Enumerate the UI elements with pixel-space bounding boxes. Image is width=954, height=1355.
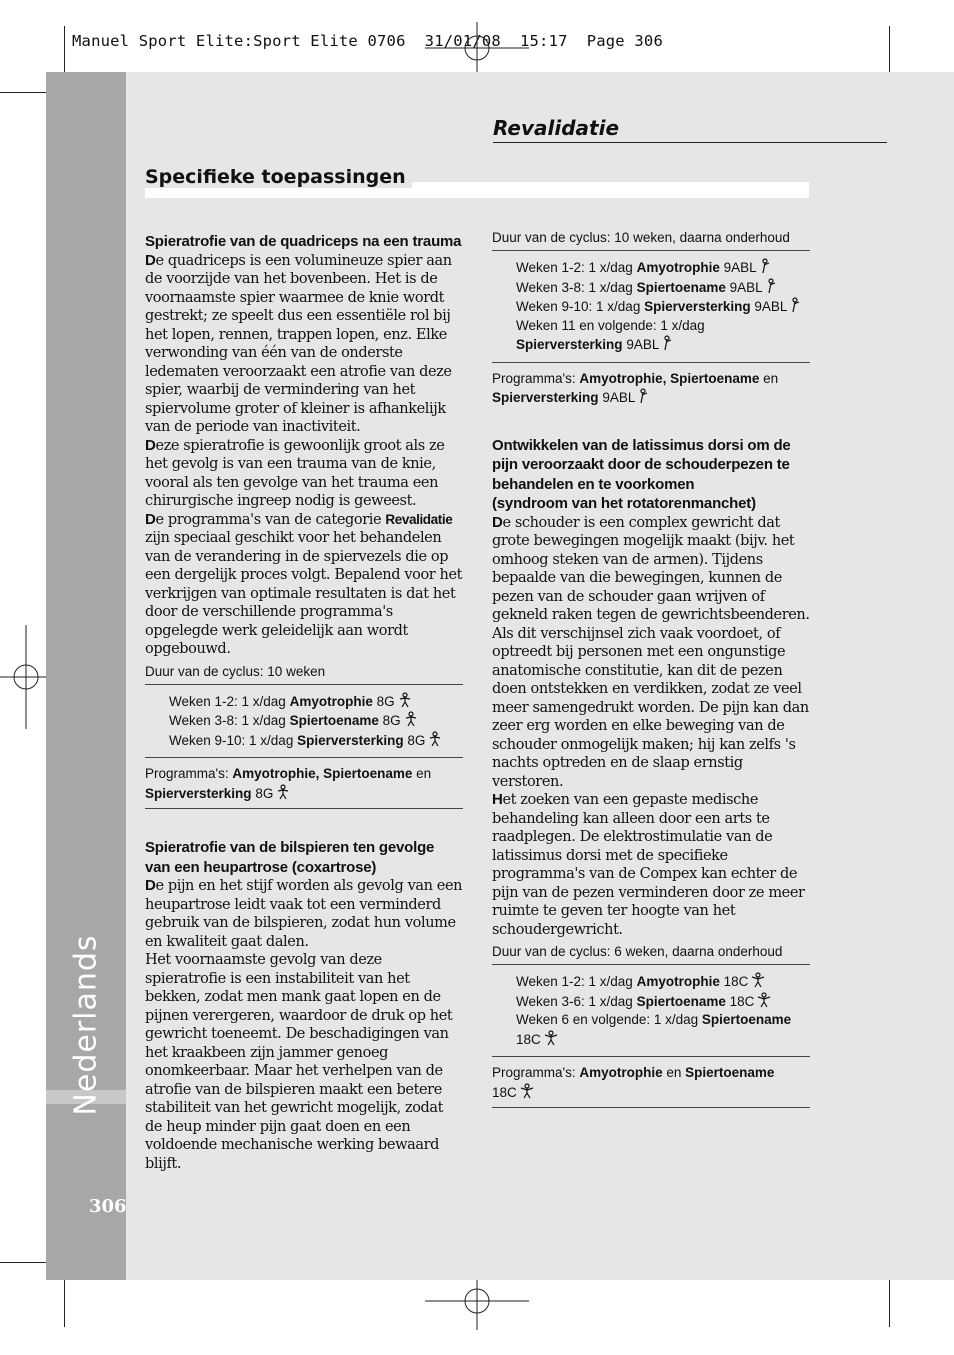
table-rule	[492, 1107, 810, 1108]
week-row: Weken 9-10: 1 x/dag Spierversterking 8G	[169, 731, 463, 751]
electrode-placement-icon	[397, 692, 413, 708]
week-row: Weken 1-2: 1 x/dag Amyotrophie 18C	[516, 972, 810, 992]
table-rule	[145, 684, 463, 685]
crop-mark	[64, 1275, 65, 1327]
crop-mark	[889, 1275, 890, 1327]
section-rule	[493, 142, 887, 143]
cycle-duration: Duur van de cyclus: 10 weken	[145, 663, 326, 679]
article-title: Spieratrofie van de bilspieren ten gevolge van een heupartrose (coxartrose)	[145, 839, 435, 876]
crop-mark	[889, 26, 890, 78]
paragraph: Het zoeken van een gepaste medische behandeling kan alleen door een arts te raadplegen. De elektrostimulatie van de latissimus dorsi met de specifieke programma's van de Compex kan echter de pijn van de pezen verminderen door ze meer ruimte te geven ter hoogte van het schoudergewricht.	[492, 791, 805, 938]
week-row: Weken 1-2: 1 x/dag Amyotrophie 9ABL	[516, 258, 810, 278]
electrode-placement-icon	[789, 297, 801, 313]
crop-mark	[64, 26, 65, 78]
article-title: Ontwikkelen van de latissimus dorsi om de pijn veroorzaakt door de schouderpezen te behandelen en te voorkomen	[492, 436, 791, 493]
registration-mark-bottom	[425, 1275, 529, 1330]
week-schedule	[145, 688, 463, 755]
article-title: Spieratrofie van de quadriceps na een trauma	[145, 233, 462, 250]
week-row: Weken 3-8: 1 x/dag Spiertoename 9ABL	[516, 278, 810, 298]
paragraph: De quadriceps is een volumineuze spier aan de voorzijde van het bovenbeen. Het is de voornaamste spier waarmee de knie wordt gestrekt; ze speelt dus een essentiële rol bij het lopen, rennen, trappen lopen, enz. Elke verwonding van één van de onderste ledematen veroorzaakt een atrofie van deze spier, waarbij de vermindering van het spiervolume groter of kleiner is afhankelijk van de periode van inactiviteit.	[145, 251, 452, 435]
paragraph: De schouder is een complex gewricht dat grote bewegingen mogelijk maakt (bijv. het omhoog steken van de armen). Tijdens bepaalde van die bewegingen, kunnen de pezen van de schouder gaan wrijven of gekneld raken tegen de gewrichtsbeenderen. Als dit verschijnsel zich vaak voordoet, of optreedt bij personen met een ongunstige anatomische constitutie, kan dit de pezen doen ontstekken en verdikken, zodat ze veel meer samengedrukt worden. De pijn kan dan zeer erg worden en elke beweging van de schouder onmogelijk maken; hij kan zelfs 's nachts optreden en de slaap ernstig verstoren.	[492, 513, 810, 790]
week-schedule	[492, 968, 810, 1053]
program-summary: Programma's: Amyotrophie, Spiertoename en Spierversterking 9ABL	[492, 370, 779, 405]
registration-mark-left	[0, 625, 52, 729]
table-rule	[492, 964, 810, 965]
week-row: Weken 3-6: 1 x/dag Spiertoename 18C	[516, 992, 810, 1012]
page-number: 306	[89, 1196, 127, 1217]
right-column	[492, 229, 810, 1111]
paragraph: De pijn en het stijf worden als gevolg van een heupartrose leidt vaak tot een verminderd gebruik van de bilspieren, zodat hun volume en kwaliteit gaat dalen.	[145, 877, 463, 950]
week-row: Weken 3-8: 1 x/dag Spiertoename 8G	[169, 711, 463, 731]
cycle-duration: Duur van de cyclus: 10 weken, daarna onderhoud	[492, 230, 790, 245]
paragraph: Deze spieratrofie is gewoonlijk groot als ze het gevolg is van een trauma van de knie, vooral als ten gevolge van het trauma een chirurgische ingreep nodig is geweest.	[145, 436, 445, 509]
electrode-placement-icon	[759, 258, 771, 274]
electrode-placement-icon	[543, 1030, 559, 1046]
week-row: Weken 6 en volgende: 1 x/dag Spiertoename 18C	[516, 1012, 792, 1047]
left-column	[145, 232, 463, 1173]
print-slug: Manuel Sport Elite:Sport Elite 0706 31/01/08 15:17 Page 306	[72, 32, 663, 50]
program-summary: Programma's: Amyotrophie en Spiertoename 18C	[492, 1065, 775, 1100]
language-label: Nederlands	[68, 934, 104, 1116]
article-subtitle: (syndroom van het rotatorenmanchet)	[492, 495, 756, 512]
week-row: Weken 1-2: 1 x/dag Amyotrophie 8G	[169, 692, 463, 712]
week-row: Weken 11 en volgende: 1 x/dag Spierversterking 9ABL	[516, 317, 705, 352]
electrode-placement-icon	[756, 992, 772, 1008]
electrode-placement-icon	[661, 335, 673, 351]
crop-mark	[0, 1262, 52, 1263]
paragraph: De programma's van de categorie Revalidatie zijn speciaal geschikt voor het behandelen van de verandering in de spiervezels die op een dergelijk proces volgt. Bepalend voor het verkrijgen van optimale resultaten is dat het door de verschillende programma's opgelegde werk geleidelijk aan wordt opgebouwd.	[145, 510, 463, 657]
table-rule	[145, 808, 463, 809]
electrode-placement-icon	[519, 1083, 535, 1099]
electrode-placement-icon	[275, 784, 291, 800]
table-rule	[145, 757, 463, 758]
electrode-placement-icon	[750, 972, 766, 988]
week-row: Weken 9-10: 1 x/dag Spierversterking 9ABL	[516, 297, 810, 317]
week-schedule	[492, 254, 810, 359]
section-heading: Revalidatie	[493, 116, 620, 140]
program-summary: Programma's: Amyotrophie, Spiertoename en Spierversterking 8G	[145, 766, 432, 801]
paragraph: Het voornaamste gevolg van deze spieratrofie is een instabiliteit van het bekken, zodat men mank gaat lopen en de pijnen verergeren, waardoor de druk op het gewricht toeneemt. De beschadigingen van het kraakbeen zijn jammer genoeg onomkeerbaar. Maar het verhelpen van de atrofie van de bilspieren maakt een betere stabiliteit van het gewricht mogelijk, zodat de heup minder pijn gaat doen en een voldoende mechanische werking bewaard blijft.	[145, 952, 453, 1172]
crop-mark	[0, 92, 52, 93]
electrode-placement-icon	[765, 278, 777, 294]
electrode-placement-icon	[637, 388, 649, 404]
cycle-duration: Duur van de cyclus: 6 weken, daarna onderhoud	[492, 944, 783, 959]
electrode-placement-icon	[403, 711, 419, 727]
table-rule	[492, 1056, 810, 1057]
table-rule	[492, 250, 810, 251]
page-title: Specifieke toepassingen	[145, 166, 412, 188]
table-rule	[492, 362, 810, 363]
registration-mark-top	[425, 22, 529, 78]
electrode-placement-icon	[427, 731, 443, 747]
